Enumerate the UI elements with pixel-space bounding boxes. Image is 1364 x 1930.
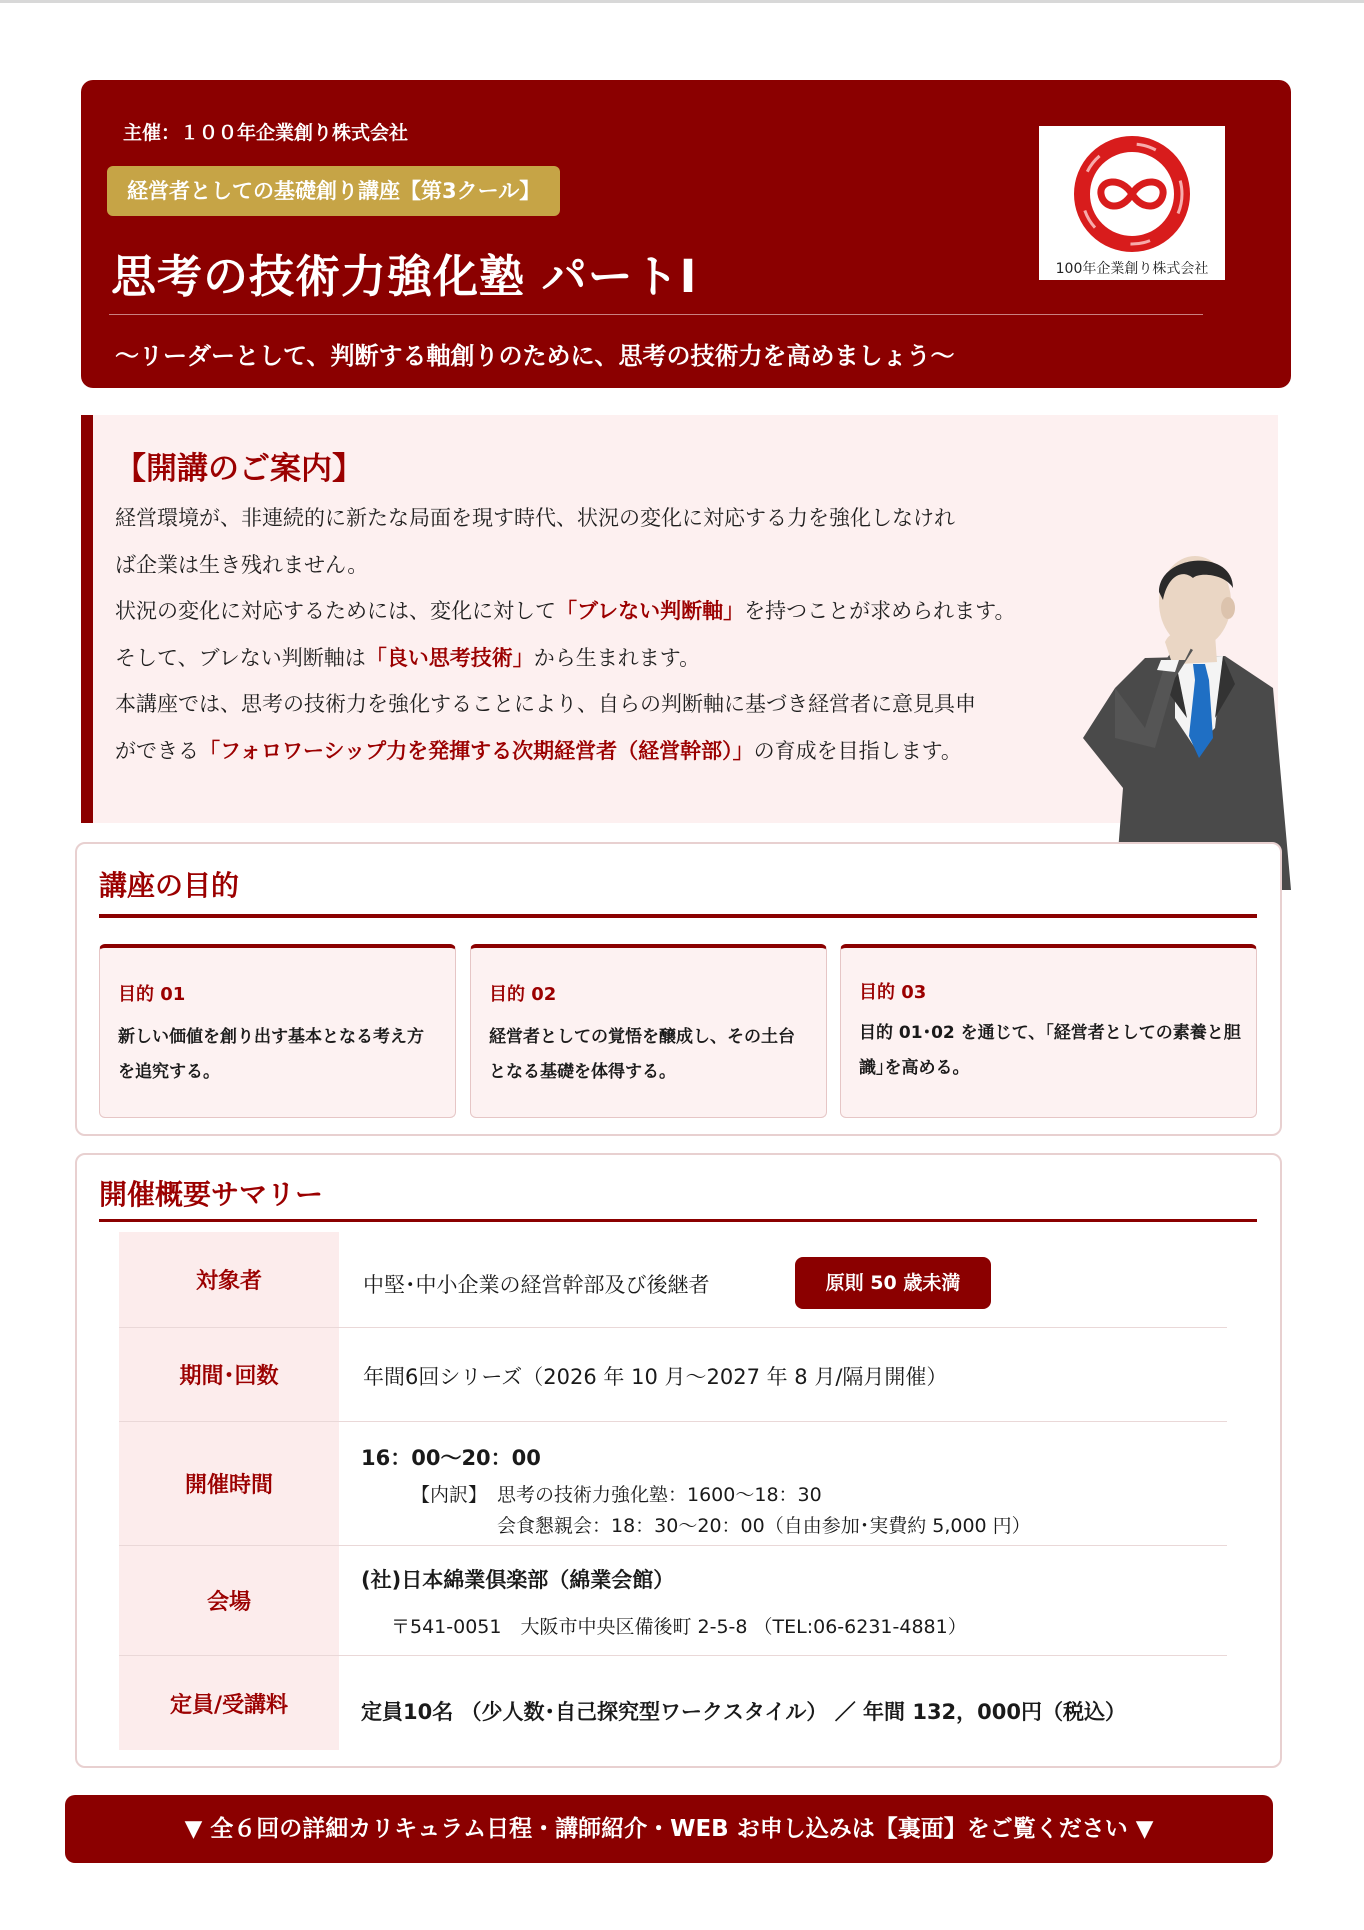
row-label: 開催時間 (119, 1422, 339, 1545)
venue-address: 〒541-0051 大阪市中央区備後町 2-5-8 （TEL:06-6231-4881） (391, 1616, 967, 1638)
header-banner (81, 80, 1291, 388)
time-main: 16：00～20：00 (361, 1446, 541, 1470)
age-limit-badge: 原則 50 歳未満 (795, 1257, 991, 1309)
back-page-notice: ▼ 全６回の詳細カリキュラム日程・講師紹介・WEB お申し込みは【裏面】をご覧ください ▼ (65, 1795, 1273, 1863)
row-value: 年間6回シリーズ（2026 年 10 月～2027 年 8 月/隔月開催） (363, 1365, 948, 1389)
row-value: 中堅･中小企業の経営幹部及び後継者 (363, 1273, 710, 1297)
intro-text: を持つことが求められます。 (744, 599, 1016, 623)
goal-text: 経営者としての覚悟を醸成し、その土台となる基礎を体得する。 (489, 1027, 795, 1082)
businessman-illustration (1075, 538, 1297, 890)
highlight-phrase: 「ブレない判断軸」 (556, 599, 745, 623)
summary-row-fee (119, 1656, 1227, 1750)
section-rule (99, 914, 1257, 918)
intro-text: そして、ブレない判断軸は (115, 645, 366, 670)
intro-heading: 【開講のご案内】 (115, 451, 363, 487)
goal-label: 目的 01 (118, 984, 186, 1005)
goal-text: 目的 01･02 を通じて、｢経営者としての素養と胆識｣を高める。 (859, 1023, 1241, 1078)
page-title: 思考の技術力強化塾 パートⅠ (111, 250, 698, 303)
row-label: 定員/受講料 (119, 1656, 339, 1750)
logo-caption: 100年企業創り株式会社 (1055, 261, 1209, 277)
top-border (0, 0, 1364, 3)
goal-card (840, 944, 1257, 1118)
goal-label: 目的 03 (859, 982, 927, 1003)
time-breakdown-line: 会食懇親会：18：30～20：00（自由参加･実費約 5,000 円） (497, 1515, 1031, 1537)
summary-row-time (119, 1422, 1227, 1546)
series-badge: 経営者としての基礎創り講座【第3クール】 (107, 166, 560, 216)
time-breakdown-label: 【内訳】 (411, 1484, 488, 1506)
intro-text: ができる (115, 738, 199, 763)
goal-text: 新しい価値を創り出す基本となる考え方を追究する。 (118, 1027, 424, 1082)
intro-line: 本講座では、思考の技術力を強化することにより、自らの判断軸に基づき経営者に意見具申 (115, 692, 976, 716)
section-rule (99, 1219, 1257, 1222)
intro-text: から生まれます。 (533, 645, 701, 670)
row-label: 会場 (119, 1546, 339, 1655)
summary-heading: 開催概要サマリー (99, 1178, 324, 1211)
intro-line (115, 635, 1135, 682)
summary-row-venue (119, 1546, 1227, 1656)
intro-text: の育成を目指します。 (753, 738, 962, 763)
highlight-phrase: 「フォロワーシップ力を発揮する次期経営者（経営幹部）」 (199, 738, 754, 763)
intro-line: 経営環境が、非連続的に新たな局面を現す時代、状況の変化に対応する力を強化しなけれ (115, 506, 955, 530)
intro-text: 状況の変化に対応するためには、変化に対して (115, 599, 556, 623)
highlight-phrase: 「良い思考技術」 (365, 645, 534, 670)
organizer: 主催：１００年企業創り株式会社 (123, 122, 409, 144)
row-label: 期間･回数 (119, 1328, 339, 1421)
company-logo (1039, 126, 1225, 280)
summary-section (75, 1153, 1282, 1768)
intro-body (115, 495, 1135, 774)
goal-card (99, 944, 456, 1118)
intro-line (115, 588, 1135, 635)
goal-label: 目的 02 (489, 984, 557, 1005)
goal-card (470, 944, 827, 1118)
infinity-ring-icon (1069, 132, 1195, 256)
row-value: 定員10名 （少人数･自己探究型ワークスタイル） ／ 年間 132，000円（税込） (361, 1700, 1127, 1724)
summary-row-period (119, 1328, 1227, 1422)
venue-name: (社)日本綿業倶楽部（綿業会館） (361, 1568, 675, 1592)
intro-line: ば企業は生き残れません。 (115, 552, 369, 577)
purpose-heading: 講座の目的 (99, 869, 240, 902)
intro-line (115, 728, 1135, 775)
page-subtitle: ～リーダーとして、判断する軸創りのために、思考の技術力を高めましょう～ (115, 342, 955, 370)
summary-row-target (119, 1232, 1227, 1328)
header-divider (109, 314, 1203, 315)
purpose-section (75, 842, 1282, 1136)
row-label: 対象者 (119, 1232, 339, 1327)
time-breakdown-line: 思考の技術力強化塾：1600～18：30 (497, 1484, 822, 1506)
